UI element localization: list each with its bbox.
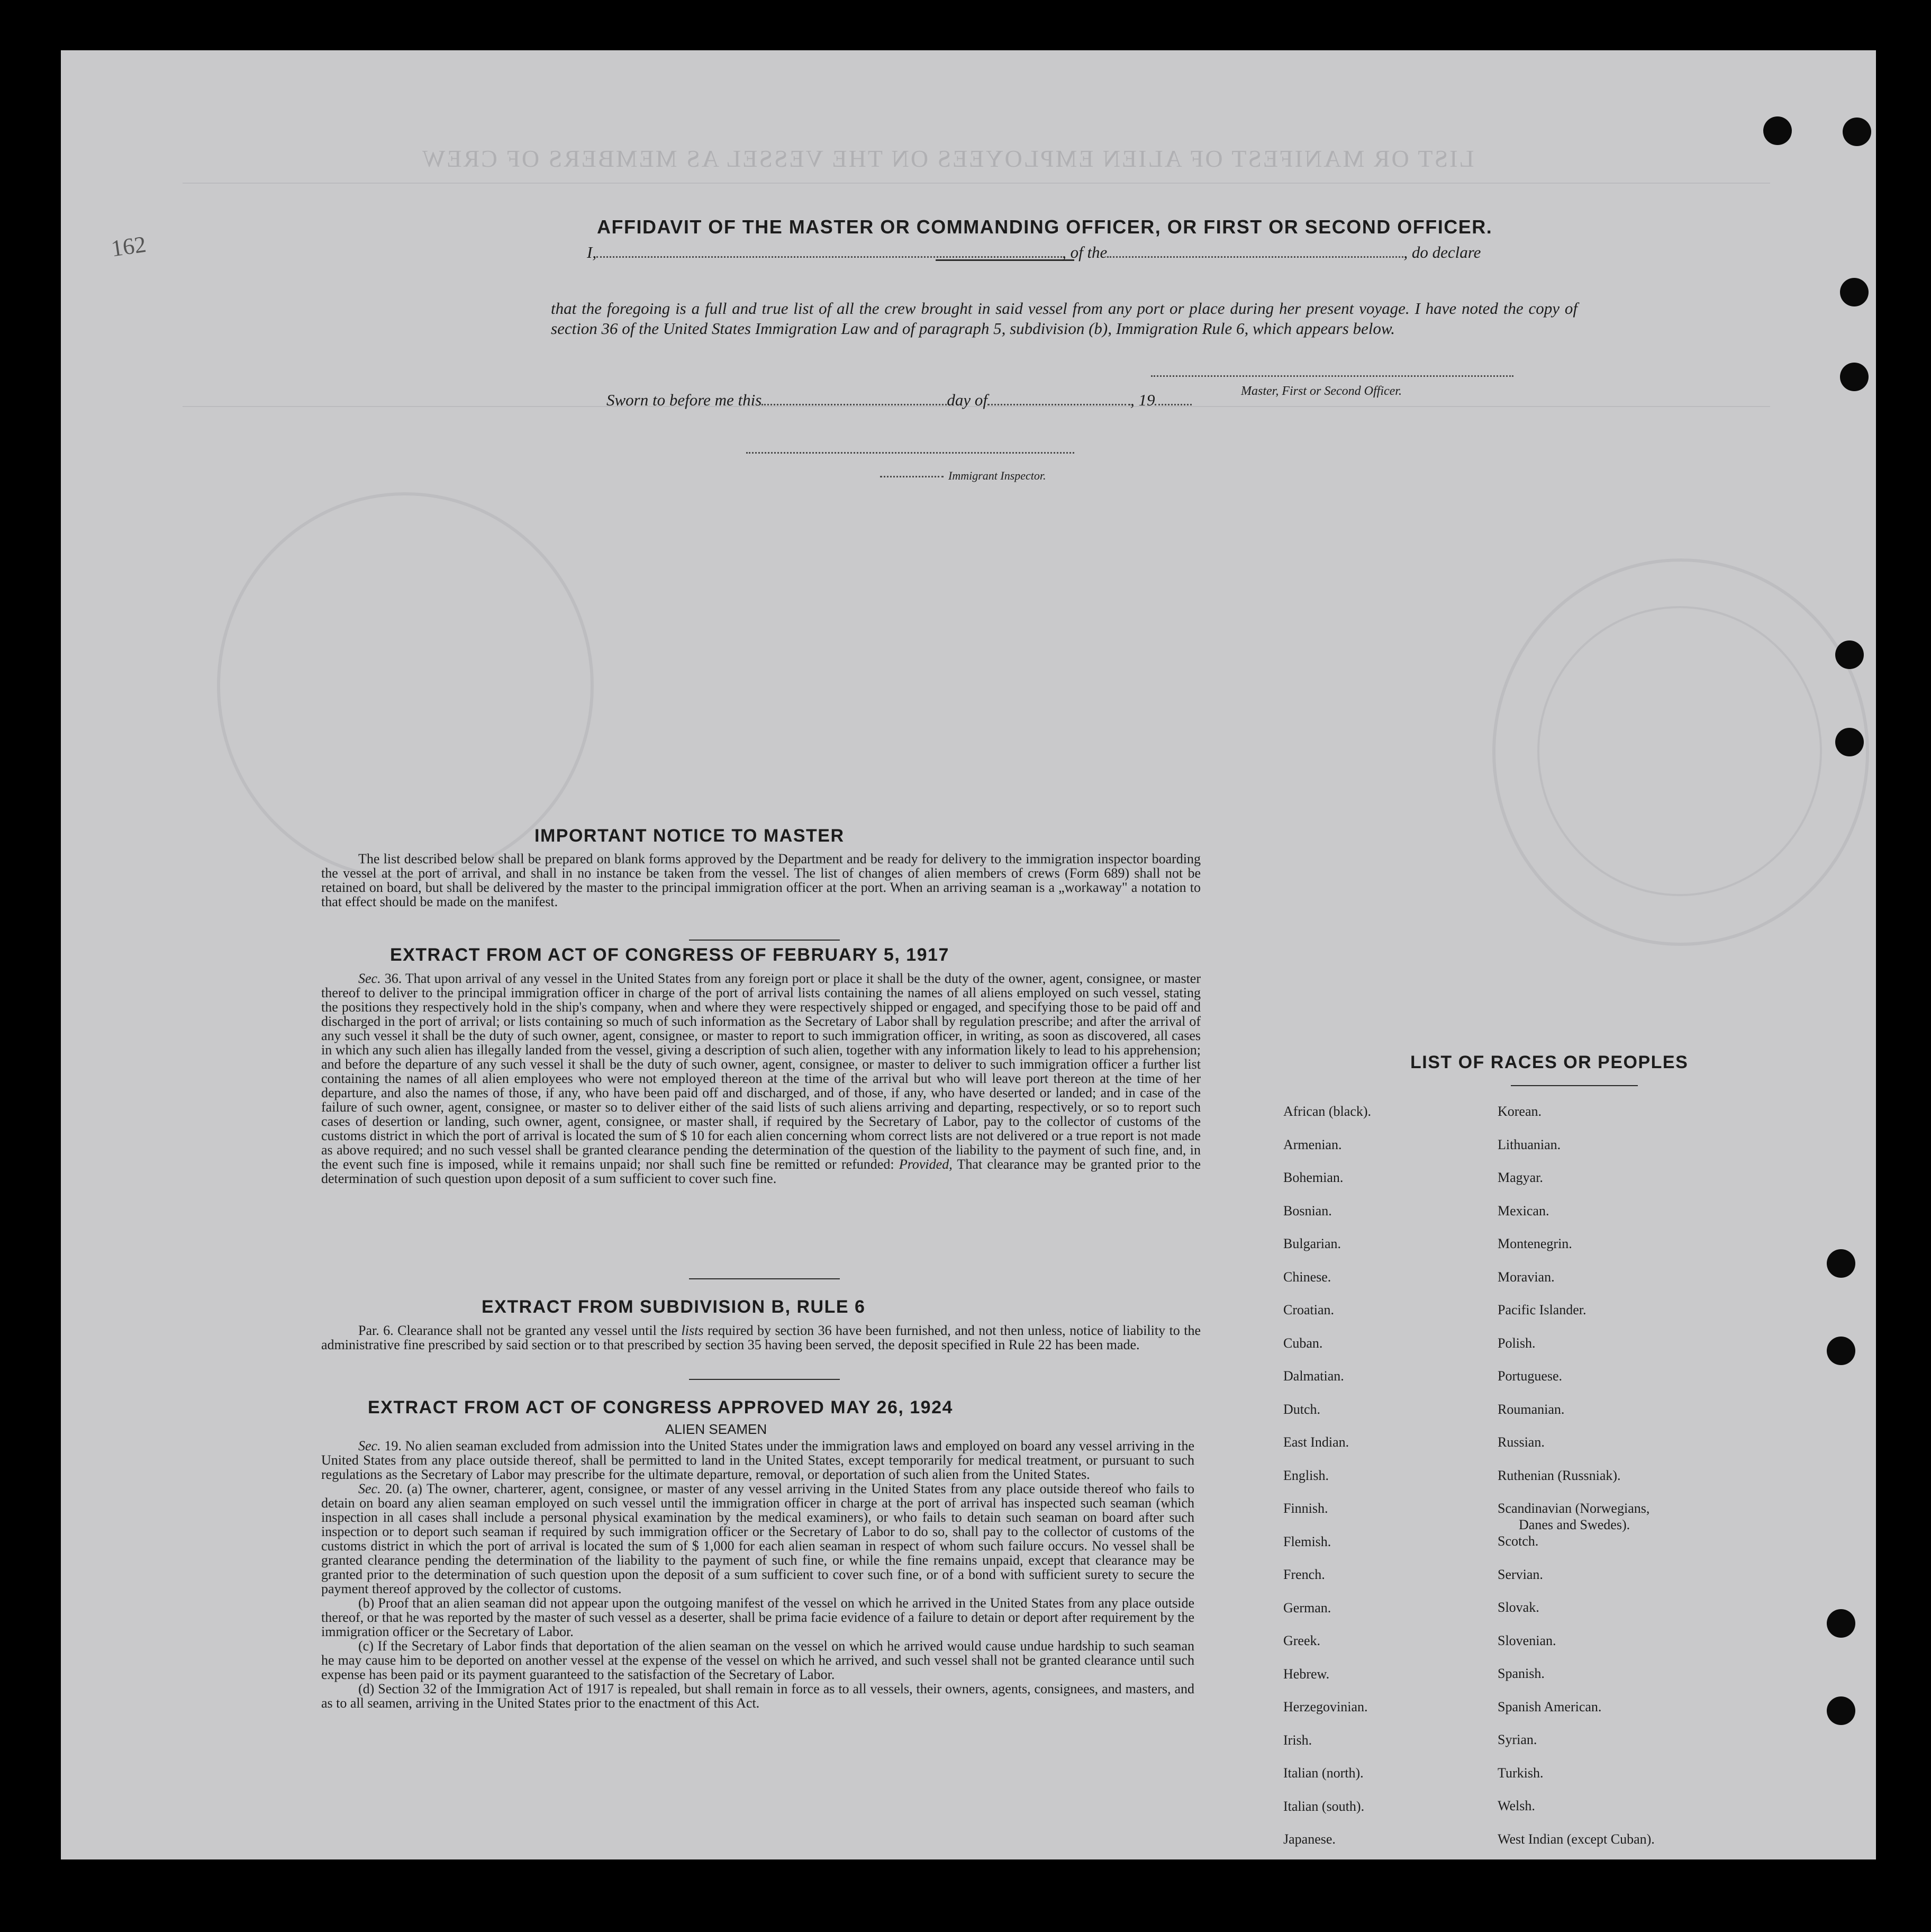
race-item: Italian (north). [1283, 1765, 1364, 1781]
races-right-column [1498, 1104, 1655, 1864]
sworn-day-field[interactable] [761, 391, 947, 405]
master-signature-line[interactable] [1151, 363, 1513, 377]
race-item: Roumanian. [1498, 1401, 1565, 1417]
rule-6-rule [689, 1379, 840, 1380]
handwritten-number: 162 [109, 231, 148, 262]
notice-paragraph: The list described below shall be prepared on blank forms approved by the Department and be ready for delivery to the immigration inspector boarding the vessel at the port of arrival, and shall in no instance be taken from the vessel. The list of changes of alien members of crews (Form 689) shall not be retained on board, but shall be delivered by the master to the principal immigration officer at the port. When an arriving seaman is a „workaway" a notation to that effect should be made on the manifest. [321, 851, 1201, 909]
race-item: Bohemian. [1283, 1170, 1344, 1185]
inspector-label: Immigrant Inspector. [948, 469, 1046, 482]
affidavit-title: AFFIDAVIT OF THE MASTER OR COMMANDING OFFICER, OR FIRST OR SECOND OFFICER. [597, 216, 1493, 238]
race-item: Slovak. [1498, 1600, 1539, 1615]
punch-hole [1835, 640, 1864, 669]
seal-stamp-inner-right [1537, 606, 1822, 896]
punch-hole [1827, 1337, 1855, 1365]
notice-title: IMPORTANT NOTICE TO MASTER [534, 826, 845, 846]
race-item: Croatian. [1283, 1302, 1335, 1317]
race-item: Japanese. [1283, 1831, 1336, 1847]
notice-text [321, 852, 1201, 909]
race-item: Russian. [1498, 1434, 1545, 1450]
race-item: English. [1283, 1467, 1329, 1483]
race-item: Finnish. [1283, 1501, 1328, 1516]
race-item: Slovenian. [1498, 1632, 1556, 1648]
race-item: Dalmatian. [1283, 1368, 1344, 1384]
sworn-line [551, 390, 1578, 410]
race-item: Italian (south). [1283, 1798, 1365, 1814]
affidavit-of-the-label: , of the [1062, 243, 1108, 261]
act-1917-sec-label: Sec. [358, 971, 381, 986]
sworn-year-field[interactable] [1155, 391, 1192, 405]
race-item: Irish. [1283, 1732, 1312, 1748]
race-item: West Indian (except Cuban). [1498, 1831, 1655, 1847]
races-left-column [1283, 1104, 1371, 1865]
race-item: Servian. [1498, 1566, 1543, 1582]
act-1924-sec20a: Sec. 20. (a) The owner, charterer, agent, consignee, or master of any vessel arriving in the United States from any place outside thereof who fails to detain on board any alien seaman employed on such vessel until the immigration officer in charge at the port of arrival has inspected such seaman (which inspection in all cases shall include a personal physical examination by the medical examiners), or who fails to detain such seaman on board after such inspection or to deport such seaman if required by such immigration officer or the Secretary of Labor to do so, shall pay to the collector of customs of the customs district in which the port of arrival is located the sum of $ 1,000 for each alien seaman in respect of whom such failure occurs. No vessel shall be granted clearance pending the determination of the liability to the payment of such fine, or while the fine remains unpaid, except that clearance may be granted prior to the determination of such question upon the deposit of a sum sufficient to cover such fine, or of a bond with sufficient surety to secure the payment thereof approved by the collector of customs. [321, 1481, 1194, 1596]
race-item: Greek. [1283, 1633, 1321, 1648]
act-1924-sec20d: (d) Section 32 of the Immigration Act of 1917 is repealed, but shall remain in force as to all vessels, their owners, agents, consignees, and masters, and as to all seamen, arriving in the United States prior to the enactment of this Act. [321, 1681, 1194, 1711]
document-sheet [61, 50, 1876, 1859]
inspector-signature-short[interactable] [880, 463, 944, 477]
race-item: Syrian. [1498, 1732, 1537, 1747]
race-item: Welsh. [1498, 1798, 1535, 1813]
act-1924-text [321, 1439, 1194, 1710]
seal-stamp-left [217, 492, 594, 880]
race-item: Dutch. [1283, 1401, 1321, 1417]
race-item: Ruthenian (Russniak). [1498, 1467, 1621, 1483]
act-1917-text [321, 971, 1201, 1186]
race-item: Turkish. [1498, 1765, 1544, 1781]
race-item: French. [1283, 1567, 1325, 1582]
punch-hole [1840, 363, 1869, 391]
punch-hole [1827, 1609, 1855, 1638]
race-item: Polish. [1498, 1335, 1536, 1351]
sworn-prefix: Sworn to before me this [606, 391, 762, 409]
sworn-month-field[interactable] [987, 391, 1130, 405]
notice-rule [689, 940, 840, 941]
race-item: Flemish. [1283, 1533, 1331, 1549]
vessel-name-field[interactable] [1107, 243, 1403, 258]
race-item: Danes and Swedes). [1519, 1517, 1630, 1532]
races-title: LIST OF RACES OR PEOPLES [1410, 1052, 1689, 1072]
affiant-name-field[interactable] [596, 243, 1062, 258]
punch-hole [1835, 728, 1864, 756]
rule-6-title: EXTRACT FROM SUBDIVISION B, RULE 6 [482, 1297, 866, 1317]
act-1917-rule [689, 1278, 840, 1279]
race-item: Armenian. [1283, 1136, 1342, 1152]
race-item: Korean. [1498, 1104, 1542, 1119]
race-item: German. [1283, 1600, 1331, 1615]
sworn-year-label: , 19 [1130, 391, 1155, 409]
affidavit-i-label: I, [587, 243, 597, 261]
act-1924-sec20b: (b) Proof that an alien seaman did not appear upon the outgoing manifest of the vessel on which he arrived in the United States from any place outside thereof, or that he was reported by the master of such vessel as a deserter, shall be prima facie evidence of a failure to detain or deport after requirement by the immigration officer or the Secretary of Labor. [321, 1595, 1194, 1639]
punch-hole [1843, 118, 1871, 146]
act-1917-title: EXTRACT FROM ACT OF CONGRESS OF FEBRUARY 5, 1917 [390, 945, 949, 965]
affidavit-declare-label: , do declare [1403, 243, 1481, 261]
act-1924-sec19: Sec. 19. No alien seaman excluded from admission into the United States under the immigration laws and employed on board any vessel arriving in the United States from any place outside thereof, shall be permitted to land in the United States, except temporarily for medical treatment, or pursuant to such regulations as the Secretary of Labor may prescribe for the ultimate departure, removal, or deportation of such alien from the United States. [321, 1438, 1194, 1482]
race-item: Scandinavian (Norwegians, [1498, 1501, 1650, 1516]
affidavit-body: that the foregoing is a full and true list of all the crew brought in said vessel from any port or place during her present voyage. I have noted the copy of section 36 of the United States Immigration Law and of paragraph 5, subdivision (b), Immigration Rule 6, which appears below. [551, 299, 1578, 338]
punch-hole [1840, 278, 1869, 306]
race-item: Mexican. [1498, 1203, 1549, 1218]
sworn-day-label: day of [947, 391, 987, 409]
race-item: Spanish American. [1498, 1699, 1602, 1714]
rule-6-text [321, 1323, 1201, 1352]
race-item: Magyar. [1498, 1170, 1543, 1185]
punch-hole [1827, 1249, 1855, 1278]
act-1917-paragraph: Sec. 36. That upon arrival of any vessel in the United States from any foreign port or place it shall be the duty of the owner, agent, consignee, or master thereof to deliver to the principal immigration officer in charge of the port of arrival lists containing the names of all aliens employed on such vessel, stating the positions they respectively hold in the ship's company, when and where they were respectively shipped or engaged, and specifying those to be paid off and discharged in the port of arrival; or lists containing so much of such information as the Secretary of Labor shall by regulation prescribe; and after the arrival of any such vessel it shall be the duty of such owner, agent, consignee, or master to report to such immigration officer, in writing, as soon as discovered, all cases in which any such alien has illegally landed from the vessel, giving a description of such alien, together with any information likely to lead to his apprehension; and before the departure of any such vessel it shall be the duty of such owner, agent, consignee, or master to deliver to such immigration officer a further list containing the names of all alien employees who were not employed thereon at the time of the arrival but who will leave port thereon at the time of her departure, and also the names of those, if any, who have been paid off and discharged, and of those, if any, who have deserted or landed; and in case of the failure of such owner, agent, consignee, or master so to deliver either of the said lists of such aliens arriving and departing, respectively, or so to report such cases of desertion or landing, such owner, agent, consignee, or master shall, if required by the Secretary of Labor, pay to the collector of customs of the customs district in which the port of arrival is located the sum of $ 10 for each alien concerning whom correct lists are not delivered or a true report is not made as above required; and no such vessel shall be granted clearance pending the determination of the question of the liability to the payment of such fine, and, in the event such fine is imposed, while it remains unpaid; nor shall such fine be remitted or refunded: Provided, That clearance may be granted prior to the determination of such question upon deposit of a sum sufficient to cover such fine. [321, 971, 1201, 1186]
punch-hole [1827, 1696, 1855, 1725]
race-item: Hebrew. [1283, 1666, 1330, 1682]
race-item: African (black). [1283, 1104, 1372, 1119]
race-item: Herzegovinian. [1283, 1699, 1368, 1714]
act-1924-title: EXTRACT FROM ACT OF CONGRESS APPROVED MAY 26, 1924 [368, 1397, 953, 1418]
master-signature-label: Master, First or Second Officer. [1241, 384, 1402, 398]
affidavit-declaration-line [551, 242, 1578, 263]
punch-hole [1763, 116, 1792, 145]
race-item: Cuban. [1283, 1335, 1323, 1351]
races-title-rule [1511, 1085, 1638, 1086]
race-item: Lithuanian. [1498, 1136, 1561, 1152]
race-item: Bosnian. [1283, 1203, 1332, 1218]
race-item: Bulgarian. [1283, 1236, 1341, 1251]
bleed-through-heading: LIST OR MANIFEST OF ALIEN EMPLOYEES ON THE VESSEL AS MEMBERS OF CREW [421, 145, 1474, 172]
race-item: Montenegrin. [1498, 1236, 1572, 1251]
race-item: Moravian. [1498, 1269, 1555, 1285]
race-item: Scotch. [1498, 1533, 1539, 1549]
race-item: Portuguese. [1498, 1368, 1563, 1384]
act-1924-sec20c: (c) If the Secretary of Labor finds that deportation of the alien seaman on the vessel on which he arrived would cause undue hardship to such seaman he may cause him to be deported on another vessel at the expense of the vessel on which he arrived, and such vessel shall not be granted clearance until such expense has been paid or its payment guaranteed to the satisfaction of the Secretary of Labor. [321, 1638, 1194, 1682]
race-item: East Indian. [1283, 1434, 1349, 1450]
race-item: Pacific Islander. [1498, 1302, 1586, 1317]
inspector-signature-line[interactable] [746, 439, 1074, 454]
act-1924-subtitle: ALIEN SEAMEN [665, 1421, 767, 1437]
race-item: Chinese. [1283, 1269, 1331, 1285]
rule-6-paragraph: Par. 6. Clearance shall not be granted any vessel until the lists required by section 36 have been furnished, and not then unless, notice of liability to the administrative fine prescribed by said section or to that prescribed by section 35 having been served, the deposit specified in Rule 22 has been made. [321, 1323, 1201, 1352]
race-item: Spanish. [1498, 1666, 1545, 1681]
